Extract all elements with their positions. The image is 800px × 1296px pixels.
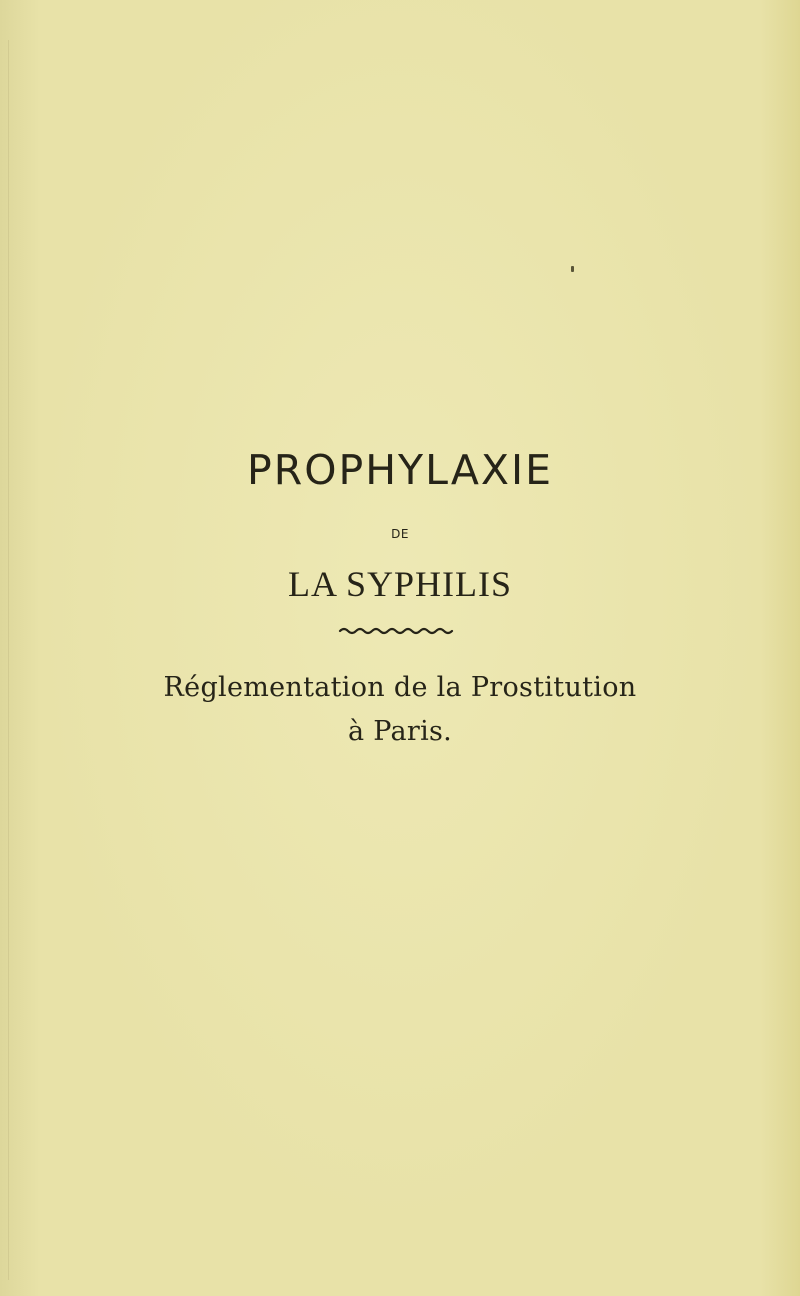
book-title: PROPHYLAXIE [247,446,553,494]
book-subtitle: LA SYPHILIS [287,564,513,604]
subject-line: Réglementation de la Prostitution [163,672,637,703]
title-connector: DE [391,527,409,541]
wavy-rule-ornament-icon [338,624,458,636]
location-line: à Paris. [347,716,453,747]
ink-speck [571,266,574,272]
page-edge-shadow [8,40,9,1280]
